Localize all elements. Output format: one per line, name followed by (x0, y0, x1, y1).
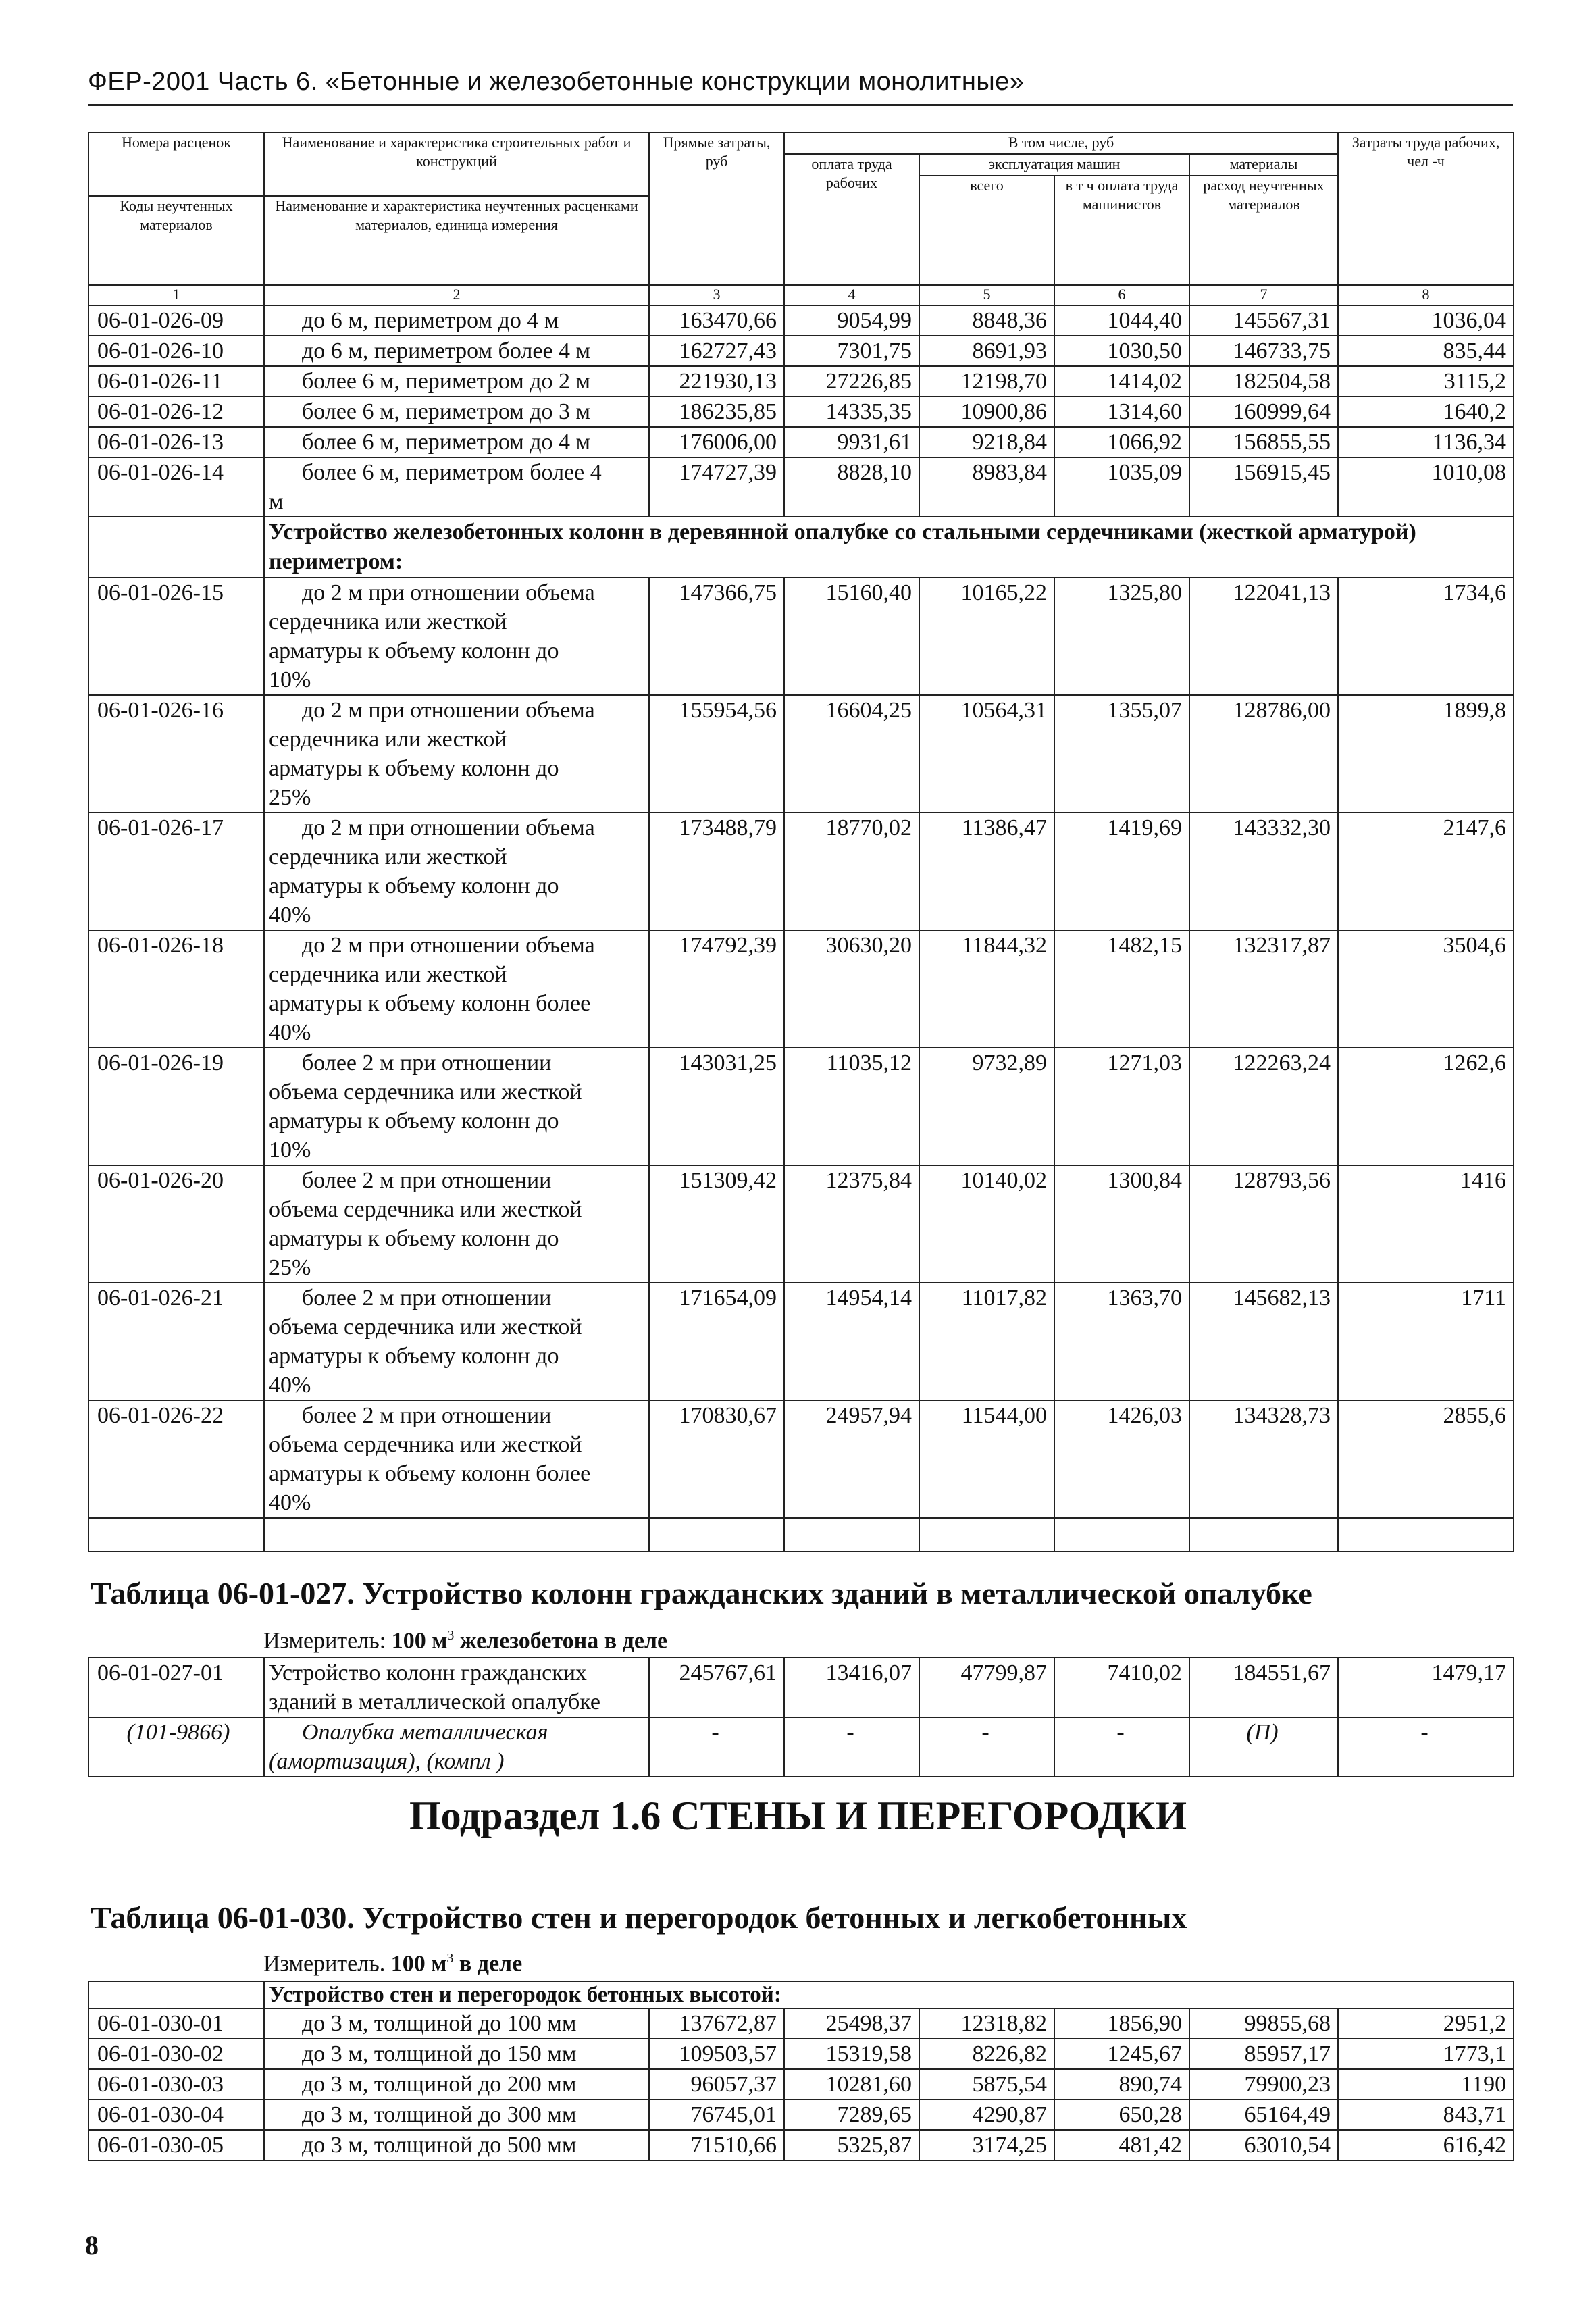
desc-line: 10% (269, 1138, 311, 1163)
desc-line: объема сердечника или жесткой (269, 1315, 582, 1340)
desc-line: объема сердечника или жесткой (269, 1432, 582, 1457)
machine-total: 10900,86 (919, 397, 1054, 427)
table-row (88, 1400, 1514, 1518)
table-row (88, 2039, 1514, 2069)
rate-description: более 6 м, периметром до 3 м (264, 397, 649, 427)
direct-costs: 71510,66 (649, 2130, 784, 2160)
rate-code: 06-01-030-03 (88, 2069, 264, 2100)
machine-total: 11544,00 (919, 1400, 1054, 1518)
worker-pay: 15319,58 (784, 2039, 919, 2069)
rate-code: 06-01-026-22 (88, 1400, 264, 1518)
worker-pay: - (784, 1717, 919, 1777)
worker-pay: 14335,35 (784, 397, 919, 427)
operator-pay: 1314,60 (1054, 397, 1189, 427)
operator-pay: 890,74 (1054, 2069, 1189, 2100)
labor-hours: 2951,2 (1338, 2008, 1514, 2039)
desc-line: 25% (269, 1255, 311, 1280)
operator-pay: 1044,40 (1054, 305, 1189, 336)
empty-cell (1054, 1518, 1189, 1552)
labor-hours: 1773,1 (1338, 2039, 1514, 2069)
materials: 156855,55 (1189, 427, 1338, 457)
table-row (88, 427, 1514, 457)
direct-costs: 173488,79 (649, 813, 784, 930)
materials: 145682,13 (1189, 1283, 1338, 1400)
desc-line: сердечника или жесткой (269, 609, 507, 634)
rate-code: 06-01-026-19 (88, 1048, 264, 1165)
labor-hours: 1734,6 (1338, 578, 1514, 695)
col-num-3: 3 (649, 285, 784, 305)
worker-pay: 14954,14 (784, 1283, 919, 1400)
table-row (88, 930, 1514, 1048)
direct-costs: 174792,39 (649, 930, 784, 1048)
materials: 145567,31 (1189, 305, 1338, 336)
page-number: 8 (85, 2230, 99, 2260)
desc-line: Опалубка металлическая (302, 1720, 548, 1745)
table-row (88, 397, 1514, 427)
materials: 63010,54 (1189, 2130, 1338, 2160)
labor-hours: 3504,6 (1338, 930, 1514, 1048)
rate-description (264, 457, 649, 517)
direct-costs: 162727,43 (649, 336, 784, 366)
operator-pay: 1325,80 (1054, 578, 1189, 695)
direct-costs: 186235,85 (649, 397, 784, 427)
desc-line: более 2 м при отношении (302, 1050, 552, 1075)
rate-code: 06-01-030-02 (88, 2039, 264, 2069)
rate-description (264, 813, 649, 930)
materials: 65164,49 (1189, 2100, 1338, 2130)
rate-description: более 6 м, периметром до 4 м (264, 427, 649, 457)
desc-line: сердечника или жесткой (269, 844, 507, 869)
table-title-030: Таблица 06-01-030. Устройство стен и перегородок бетонных и легкобетонных (91, 1900, 1187, 1935)
meter-quantity: 100 м (391, 1628, 448, 1654)
direct-costs: 147366,75 (649, 578, 784, 695)
materials: 128793,56 (1189, 1165, 1338, 1283)
table-row (88, 305, 1514, 336)
desc-line: 40% (269, 1373, 311, 1398)
worker-pay: 7289,65 (784, 2100, 919, 2130)
rate-code: 06-01-026-17 (88, 813, 264, 930)
operator-pay: 1066,92 (1054, 427, 1189, 457)
operator-pay: 1245,67 (1054, 2039, 1189, 2069)
machine-total: 4290,87 (919, 2100, 1054, 2130)
machine-total: 11017,82 (919, 1283, 1054, 1400)
desc-line: до 2 м при отношении объема (302, 698, 595, 723)
machine-total: 12318,82 (919, 2008, 1054, 2039)
direct-costs: 176006,00 (649, 427, 784, 457)
desc-line: 40% (269, 903, 311, 927)
rate-description (264, 930, 649, 1048)
rates-table-027 (88, 1657, 1514, 1777)
empty-cell (649, 1518, 784, 1552)
labor-hours: 1010,08 (1338, 457, 1514, 517)
operator-pay: 481,42 (1054, 2130, 1189, 2160)
direct-costs: 151309,42 (649, 1165, 784, 1283)
labor-hours: 1136,34 (1338, 427, 1514, 457)
worker-pay: 16604,25 (784, 695, 919, 813)
table-row (88, 457, 1514, 517)
machine-total: 47799,87 (919, 1658, 1054, 1717)
operator-pay: - (1054, 1717, 1189, 1777)
worker-pay: 24957,94 (784, 1400, 919, 1518)
machine-total: 8691,93 (919, 336, 1054, 366)
worker-pay: 27226,85 (784, 366, 919, 397)
operator-pay: 1426,03 (1054, 1400, 1189, 1518)
material-description (264, 1717, 649, 1777)
desc-line: арматуры к объему колонн до (269, 756, 559, 781)
section-heading: Устройство железобетонных колонн в деревянной опалубке со стальными сердечниками (жесткой арматурой) периметром: (264, 517, 1514, 578)
head-materials: материалы (1189, 154, 1338, 176)
rate-code: 06-01-030-04 (88, 2100, 264, 2130)
head-machine-total: всего (919, 176, 1054, 285)
rate-description (264, 1400, 649, 1518)
rate-code: 06-01-026-20 (88, 1165, 264, 1283)
worker-pay: 13416,07 (784, 1658, 919, 1717)
page-header: ФЕР-2001 Часть 6. «Бетонные и железобетонные конструкции монолитные» (88, 68, 1025, 96)
machine-total: 10165,22 (919, 578, 1054, 695)
head-material-consumption: расход неучтенных материалов (1189, 176, 1338, 285)
desc-line: более 2 м при отношении (302, 1286, 552, 1311)
rates-table-026 (88, 132, 1514, 1552)
desc-line: арматуры к объему колонн до (269, 873, 559, 898)
labor-hours: 616,42 (1338, 2130, 1514, 2160)
empty-cell (784, 1518, 919, 1552)
empty-cell (1338, 1518, 1514, 1552)
measure-unit-030 (263, 1951, 522, 1977)
rate-description: более 6 м, периметром до 2 м (264, 366, 649, 397)
rate-code: 06-01-030-05 (88, 2130, 264, 2160)
materials: 184551,67 (1189, 1658, 1338, 1717)
rate-code: 06-01-027-01 (88, 1658, 264, 1717)
desc-line: арматуры к объему колонн до (269, 1109, 559, 1134)
desc-line: арматуры к объему колонн более (269, 991, 591, 1016)
labor-hours: 835,44 (1338, 336, 1514, 366)
materials: (П) (1189, 1717, 1338, 1777)
labor-hours: 1711 (1338, 1283, 1514, 1400)
material-code: (101-9866) (88, 1717, 264, 1777)
materials: 146733,75 (1189, 336, 1338, 366)
col-num-6: 6 (1054, 285, 1189, 305)
desc-line: более 2 м при отношении (302, 1403, 552, 1428)
direct-costs: 96057,37 (649, 2069, 784, 2100)
rate-description (264, 695, 649, 813)
subsection-heading: Подраздел 1.6 СТЕНЫ И ПЕРЕГОРОДКИ (409, 1794, 1187, 1838)
desc-line: арматуры к объему колонн до (269, 1344, 559, 1369)
rate-description: до 6 м, периметром до 4 м (264, 305, 649, 336)
desc-line: 40% (269, 1020, 311, 1045)
worker-pay: 8828,10 (784, 457, 919, 517)
meter-label: Измеритель. (263, 1951, 386, 1977)
desc-line: сердечника или жесткой (269, 962, 507, 987)
operator-pay: 1363,70 (1054, 1283, 1189, 1400)
table-title-027: Таблица 06-01-027. Устройство колонн гражданских зданий в металлической опалубке (91, 1576, 1312, 1610)
rate-description: до 6 м, периметром более 4 м (264, 336, 649, 366)
col-num-4: 4 (784, 285, 919, 305)
empty-cell (264, 1518, 649, 1552)
empty-cell (1189, 1518, 1338, 1552)
machine-total: 9732,89 (919, 1048, 1054, 1165)
rate-code: 06-01-026-09 (88, 305, 264, 336)
materials: 182504,58 (1189, 366, 1338, 397)
desc-line: более 2 м при отношении (302, 1168, 552, 1193)
labor-hours: 1899,8 (1338, 695, 1514, 813)
labor-hours: 1190 (1338, 2069, 1514, 2100)
head-material-names: Наименование и характеристика неучтенных расценками материалов, единица измерения (264, 196, 649, 285)
table-row (88, 1048, 1514, 1165)
desc-line: Устройство колонн гражданских (269, 1660, 587, 1685)
materials: 128786,00 (1189, 695, 1338, 813)
direct-costs: 76745,01 (649, 2100, 784, 2130)
labor-hours: 843,71 (1338, 2100, 1514, 2130)
table-row (88, 1165, 1514, 1283)
rate-code: 06-01-030-01 (88, 2008, 264, 2039)
machine-total: 12198,70 (919, 366, 1054, 397)
materials: 99855,68 (1189, 2008, 1338, 2039)
empty-cell (88, 1981, 264, 2008)
operator-pay: 1035,09 (1054, 457, 1189, 517)
head-worker-pay: оплата труда рабочих (784, 154, 919, 285)
machine-total: - (919, 1717, 1054, 1777)
meter-exponent: 3 (446, 1951, 454, 1966)
rate-description (264, 1283, 649, 1400)
rate-description (264, 1048, 649, 1165)
machine-total: 3174,25 (919, 2130, 1054, 2160)
col-num-2: 2 (264, 285, 649, 305)
table-row (88, 2130, 1514, 2160)
desc-line: до 2 м при отношении объема (302, 933, 595, 958)
rate-description (264, 1658, 649, 1717)
materials: 85957,17 (1189, 2039, 1338, 2069)
desc-line: 10% (269, 667, 311, 692)
rate-code: 06-01-026-10 (88, 336, 264, 366)
worker-pay: 11035,12 (784, 1048, 919, 1165)
machine-total: 11844,32 (919, 930, 1054, 1048)
operator-pay: 1300,84 (1054, 1165, 1189, 1283)
table-row (88, 2069, 1514, 2100)
machine-total: 8226,82 (919, 2039, 1054, 2069)
meter-unit: в деле (459, 1951, 523, 1977)
col-num-1: 1 (88, 285, 264, 305)
table-row (88, 2008, 1514, 2039)
direct-costs: 109503,57 (649, 2039, 784, 2069)
direct-costs: 163470,66 (649, 305, 784, 336)
rate-code: 06-01-026-14 (88, 457, 264, 517)
worker-pay: 30630,20 (784, 930, 919, 1048)
operator-pay: 1482,15 (1054, 930, 1189, 1048)
materials: 132317,87 (1189, 930, 1338, 1048)
section-heading: Устройство стен и перегородок бетонных высотой: (264, 1981, 1514, 2008)
operator-pay: 1856,90 (1054, 2008, 1189, 2039)
labor-hours: 2855,6 (1338, 1400, 1514, 1518)
labor-hours: 2147,6 (1338, 813, 1514, 930)
materials: 122263,24 (1189, 1048, 1338, 1165)
labor-hours: 1262,6 (1338, 1048, 1514, 1165)
desc-line: сердечника или жесткой (269, 727, 507, 752)
rate-code: 06-01-026-21 (88, 1283, 264, 1400)
machine-total: 10564,31 (919, 695, 1054, 813)
labor-hours: 1036,04 (1338, 305, 1514, 336)
direct-costs: 155954,56 (649, 695, 784, 813)
worker-pay: 7301,75 (784, 336, 919, 366)
worker-pay: 12375,84 (784, 1165, 919, 1283)
table-row (88, 366, 1514, 397)
table-row (88, 578, 1514, 695)
direct-costs: 174727,39 (649, 457, 784, 517)
labor-hours: 1640,2 (1338, 397, 1514, 427)
rate-description: до 3 м, толщиной до 500 мм (264, 2130, 649, 2160)
materials: 156915,45 (1189, 457, 1338, 517)
machine-total: 10140,02 (919, 1165, 1054, 1283)
operator-pay: 7410,02 (1054, 1658, 1189, 1717)
head-direct-costs: Прямые затраты, руб (649, 132, 784, 285)
direct-costs: 170830,67 (649, 1400, 784, 1518)
operator-pay: 1414,02 (1054, 366, 1189, 397)
meter-unit: железобетона в деле (459, 1628, 668, 1654)
table-row (88, 2100, 1514, 2130)
machine-total: 8983,84 (919, 457, 1054, 517)
operator-pay: 650,28 (1054, 2100, 1189, 2130)
labor-hours: 3115,2 (1338, 366, 1514, 397)
operator-pay: 1271,03 (1054, 1048, 1189, 1165)
direct-costs: 245767,61 (649, 1658, 784, 1717)
materials: 160999,64 (1189, 397, 1338, 427)
table-row (88, 695, 1514, 813)
desc-line: до 2 м при отношении объема (302, 815, 595, 840)
rate-code: 06-01-026-18 (88, 930, 264, 1048)
desc-line: объема сердечника или жесткой (269, 1197, 582, 1222)
rate-code: 06-01-026-13 (88, 427, 264, 457)
machine-total: 5875,54 (919, 2069, 1054, 2100)
rate-description: до 3 м, толщиной до 300 мм (264, 2100, 649, 2130)
direct-costs: - (649, 1717, 784, 1777)
labor-hours: 1479,17 (1338, 1658, 1514, 1717)
table-row (88, 336, 1514, 366)
operator-pay: 1355,07 (1054, 695, 1189, 813)
desc-line: арматуры к объему колонн до (269, 1226, 559, 1251)
rate-description: до 3 м, толщиной до 100 мм (264, 2008, 649, 2039)
machine-total: 11386,47 (919, 813, 1054, 930)
labor-hours: - (1338, 1717, 1514, 1777)
desc-line: зданий в металлической опалубке (269, 1689, 601, 1714)
operator-pay: 1419,69 (1054, 813, 1189, 930)
rate-description: до 3 м, толщиной до 200 мм (264, 2069, 649, 2100)
rate-code: 06-01-026-16 (88, 695, 264, 813)
head-work-name: Наименование и характеристика строительных работ и конструкций (264, 132, 649, 196)
materials: 79900,23 (1189, 2069, 1338, 2100)
col-num-5: 5 (919, 285, 1054, 305)
head-labor-costs: Затраты труда рабочих, чел -ч (1338, 132, 1514, 285)
head-rate-number: Номера расценок (88, 132, 264, 196)
rate-description (264, 1165, 649, 1283)
worker-pay: 9931,61 (784, 427, 919, 457)
machine-total: 8848,36 (919, 305, 1054, 336)
desc-line: арматуры к объему колонн более (269, 1461, 591, 1486)
worker-pay: 18770,02 (784, 813, 919, 930)
empty-cell (88, 517, 264, 578)
meter-label: Измеритель: (263, 1628, 386, 1654)
machine-total: 9218,84 (919, 427, 1054, 457)
desc-line: (амортизация), (компл ) (269, 1749, 505, 1774)
head-material-codes: Коды неучтенных материалов (88, 196, 264, 285)
head-operator-pay: в т ч оплата труда машинистов (1054, 176, 1189, 285)
col-num-7: 7 (1189, 285, 1338, 305)
header-rule (88, 104, 1513, 106)
worker-pay: 9054,99 (784, 305, 919, 336)
worker-pay: 15160,40 (784, 578, 919, 695)
head-machine-operation: эксплуатация машин (919, 154, 1189, 176)
operator-pay: 1030,50 (1054, 336, 1189, 366)
meter-quantity: 100 м (390, 1951, 447, 1977)
empty-cell (88, 1518, 264, 1552)
table-row (88, 1283, 1514, 1400)
col-num-8: 8 (1338, 285, 1514, 305)
meter-exponent: 3 (447, 1628, 455, 1643)
table-row (88, 813, 1514, 930)
desc-line: м (269, 489, 284, 514)
rate-code: 06-01-026-11 (88, 366, 264, 397)
direct-costs: 143031,25 (649, 1048, 784, 1165)
rate-description (264, 578, 649, 695)
table-row (88, 1717, 1514, 1777)
worker-pay: 5325,87 (784, 2130, 919, 2160)
desc-line: более 6 м, периметром более 4 (302, 460, 602, 485)
desc-line: 25% (269, 785, 311, 810)
rate-description: до 3 м, толщиной до 150 мм (264, 2039, 649, 2069)
desc-line: объема сердечника или жесткой (269, 1079, 582, 1104)
rate-code: 06-01-026-15 (88, 578, 264, 695)
materials: 122041,13 (1189, 578, 1338, 695)
rates-table-030 (88, 1981, 1514, 2161)
rate-code: 06-01-026-12 (88, 397, 264, 427)
measure-unit-027 (263, 1628, 667, 1654)
head-including: В том числе, руб (784, 132, 1338, 154)
desc-line: арматуры к объему колонн до (269, 638, 559, 663)
materials: 143332,30 (1189, 813, 1338, 930)
direct-costs: 137672,87 (649, 2008, 784, 2039)
empty-cell (919, 1518, 1054, 1552)
table-row (88, 1658, 1514, 1717)
labor-hours: 1416 (1338, 1165, 1514, 1283)
worker-pay: 25498,37 (784, 2008, 919, 2039)
desc-line: до 2 м при отношении объема (302, 580, 595, 605)
direct-costs: 221930,13 (649, 366, 784, 397)
desc-line: 40% (269, 1490, 311, 1515)
worker-pay: 10281,60 (784, 2069, 919, 2100)
direct-costs: 171654,09 (649, 1283, 784, 1400)
materials: 134328,73 (1189, 1400, 1338, 1518)
